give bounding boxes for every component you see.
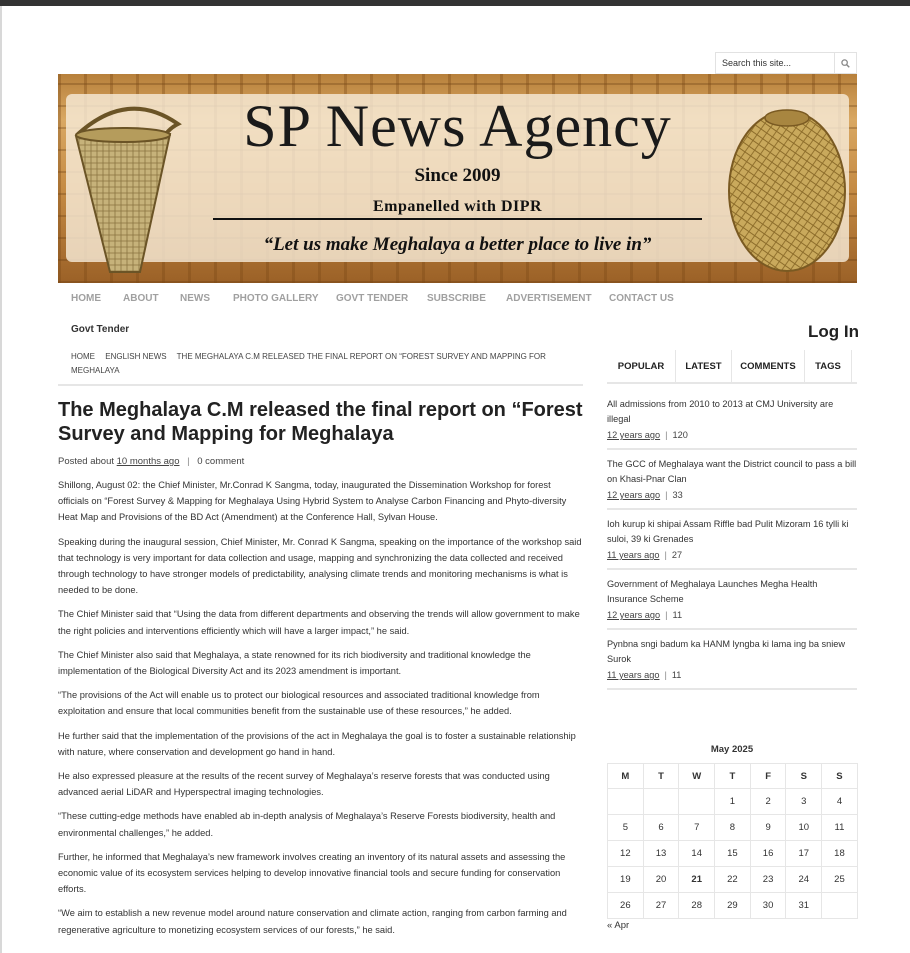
breadcrumb-current: THE MEGHALAYA C.M RELEASED THE FINAL REPORT ON “FOREST SURVEY AND MAPPING FOR MEGHALAYA: [71, 352, 546, 375]
site-motto: “Let us make Meghalaya a better place to live in”: [263, 234, 652, 255]
nav-govt-tender-secondary[interactable]: Govt Tender: [71, 324, 130, 335]
calendar-day: 24: [786, 867, 822, 893]
calendar-day: 22: [715, 867, 751, 893]
login-link[interactable]: Log In: [808, 322, 859, 341]
calendar-day: 13: [643, 841, 679, 867]
sidebar-tabs: [607, 350, 857, 384]
calendar-day: 17: [786, 841, 822, 867]
breadcrumb-home[interactable]: HOME: [71, 352, 95, 361]
post-comment-count: 120: [672, 430, 688, 440]
post-meta: 11 years ago | 11: [607, 670, 682, 680]
article-meta: [58, 456, 583, 467]
nav-about[interactable]: ABOUT: [123, 293, 159, 304]
nav-advertisement[interactable]: ADVERTISEMENT: [506, 293, 592, 304]
article-paragraph: He further said that the implementation of the provisions of the act in Meghalaya the goal is to foster a sustainable relationship with nature, where conservation and development go hand in hand.: [58, 730, 576, 757]
calendar-week-row: [608, 815, 858, 841]
nav-photo-gallery[interactable]: PHOTO GALLERY: [233, 293, 319, 304]
calendar-day: 5: [608, 815, 644, 841]
site-title: SP News Agency: [243, 93, 672, 159]
weekday-label: S: [822, 764, 858, 789]
calendar-day: 12: [608, 841, 644, 867]
calendar-week-row: [608, 893, 858, 919]
popular-post: [607, 570, 857, 630]
nav-govt-tender[interactable]: GOVT TENDER: [336, 293, 409, 304]
calendar: [607, 763, 858, 919]
calendar-week-row: [608, 867, 858, 893]
calendar-empty-cell: [608, 789, 644, 815]
post-comment-count: 27: [671, 550, 683, 560]
calendar-day: 15: [715, 841, 751, 867]
calendar-day: 21: [679, 867, 715, 893]
weekday-label: M: [608, 764, 644, 789]
calendar-empty-cell: [643, 789, 679, 815]
calendar-day: 27: [643, 893, 679, 919]
calendar-day: 29: [715, 893, 751, 919]
post-comment-count: 11: [672, 610, 683, 620]
article-paragraph: “We aim to establish a new revenue model around nature conservation and climate action, ranging from carbon farming and regenerative agriculture to monetizing ecosystem services of our forests,” he said.: [58, 908, 567, 935]
popular-post: [607, 510, 857, 570]
weekday-label: F: [750, 764, 786, 789]
calendar-day: 28: [679, 893, 715, 919]
nav-home[interactable]: HOME: [71, 293, 101, 304]
post-comment-count: 33: [672, 490, 683, 500]
since-text: Since 2009: [414, 165, 501, 186]
banner-divider: [213, 218, 702, 220]
calendar-day: 23: [750, 867, 786, 893]
comment-count-link[interactable]: 0 comment: [197, 456, 245, 467]
calendar-day: 3: [786, 789, 822, 815]
calendar-day: 4: [822, 789, 858, 815]
calendar-day: 30: [750, 893, 786, 919]
page-edge: [0, 6, 2, 953]
post-time[interactable]: 12 years ago: [607, 610, 661, 620]
article-paragraph: “The provisions of the Act will enable us to protect our biological resources and associated traditional knowledge from exploitation and ensure that local communities benefit from the sustainable use of these resources,” he added.: [58, 690, 540, 717]
calendar-prev-month-link[interactable]: « Apr: [607, 920, 630, 931]
nav-contact-us[interactable]: CONTACT US: [609, 293, 674, 304]
calendar-week-row: [608, 841, 858, 867]
article-paragraph: He also expressed pleasure at the results of the recent survey of Meghalaya’s reserve forests that was conducted using advanced aerial LiDAR and Hyperspectral imaging technologies.: [58, 771, 550, 798]
calendar-day: 9: [750, 815, 786, 841]
calendar-day: 20: [643, 867, 679, 893]
post-title-link[interactable]: Ioh kurup ki shipai Assam Riffle bad Pulit Mizoram 16 tylli ki suloi, 39 ki Grenades: [607, 519, 849, 544]
calendar-day: 2: [750, 789, 786, 815]
calendar-week-row: [608, 789, 858, 815]
article-title: The Meghalaya C.M released the final report on “Forest Survey and Mapping for Meghalaya: [58, 399, 583, 445]
post-title-link[interactable]: All admissions from 2010 to 2013 at CMJ University are illegal: [607, 399, 834, 424]
post-comment-count: 11: [671, 670, 682, 680]
post-time[interactable]: 12 years ago: [607, 490, 661, 500]
weekday-label: W: [679, 764, 715, 789]
tab-popular[interactable]: POPULAR: [607, 350, 676, 384]
popular-post: [607, 630, 857, 690]
search-icon: [841, 59, 850, 68]
article-paragraph: The Chief Minister said that “Using the data from different departments and observing the trends will allow government to make the right policies and interventions efficiently which will have a larger impact,” he said.: [58, 609, 580, 636]
calendar-day: 7: [679, 815, 715, 841]
search-box: [715, 52, 857, 74]
tab-latest[interactable]: LATEST: [676, 350, 732, 384]
calendar-day: 11: [822, 815, 858, 841]
calendar-day: 8: [715, 815, 751, 841]
breadcrumb: [58, 346, 583, 386]
empanelled-text: Empanelled with DIPR: [372, 198, 543, 215]
site-banner[interactable]: [58, 74, 857, 283]
article-paragraph: Speaking during the inaugural session, Chief Minister, Mr. Conrad K Sangma, speaking on the importance of the workshop said that technology is very important for data collection and usage, mapping and synchronizing the data collected and received through technology to have stronger models of predictability, analysing climate trends and monitoring mechanisms is what is needed to be done.: [58, 536, 582, 596]
tab-comments[interactable]: COMMENTS: [732, 350, 805, 384]
post-meta: 11 years ago | 27: [607, 550, 683, 560]
weekday-label: T: [715, 764, 751, 789]
post-meta: 12 years ago | 11: [607, 610, 683, 620]
calendar-body: [608, 789, 858, 919]
posted-time-link[interactable]: 10 months ago: [116, 456, 180, 467]
search-input[interactable]: [716, 53, 834, 73]
calendar-month: May 2025: [710, 744, 754, 755]
calendar-day: 10: [786, 815, 822, 841]
calendar-day: 19: [608, 867, 644, 893]
calendar-day: 26: [608, 893, 644, 919]
post-time[interactable]: 11 years ago: [607, 670, 660, 680]
article-paragraph: The Chief Minister also said that Meghalaya, a state renowned for its rich biodiversity and traditional knowledge the implementation of the Biological Diversity Act and its 2023 amendment is important.: [58, 649, 531, 677]
article-paragraph: Shillong, August 02: the Chief Minister, Mr.Conrad K Sangma, today, inaugurated the Dissemination Workshop for forest officials on “Forest Survey & Mapping for Meghalaya Using Hybrid System to Analyse Carbon Financing and Phyto-diversity Heat Map and Provisions of the BD Act (Amendment) at the Conference Hall, Sylvan House.: [58, 480, 567, 523]
tab-tags[interactable]: TAGS: [805, 350, 852, 384]
post-meta: 12 years ago | 120: [607, 430, 688, 440]
popular-post: [607, 450, 857, 510]
calendar-day: 16: [750, 841, 786, 867]
calendar-day: 6: [643, 815, 679, 841]
nav-subscribe[interactable]: SUBSCRIBE: [427, 293, 486, 304]
post-time[interactable]: 11 years ago: [607, 550, 660, 560]
article: [58, 398, 583, 938]
calendar-empty-cell: [822, 893, 858, 919]
calendar-day: 14: [679, 841, 715, 867]
weekday-label: T: [643, 764, 679, 789]
search-button[interactable]: [834, 53, 856, 73]
calendar-day: 1: [715, 789, 751, 815]
popular-post: [607, 390, 857, 450]
nav-news[interactable]: NEWS: [180, 293, 210, 304]
meta-separator: |: [187, 456, 190, 467]
breadcrumb-english-news[interactable]: ENGLISH NEWS: [105, 352, 167, 361]
calendar-day: 18: [822, 841, 858, 867]
calendar-day: 31: [786, 893, 822, 919]
post-title-link[interactable]: Government of Meghalaya Launches Megha Health Insurance Scheme: [607, 579, 818, 604]
calendar-header-row: [608, 764, 858, 789]
article-paragraph: Further, he informed that Meghalaya’s new framework involves creating an inventory of its natural assets and assessing the economic value of its ecosystem services helping to develop innovative financial tools and secure funding for conservation efforts.: [58, 851, 566, 895]
popular-posts-list: [607, 390, 857, 690]
calendar-day: 25: [822, 867, 858, 893]
top-bar: [0, 0, 910, 6]
post-time[interactable]: 12 years ago: [607, 430, 661, 440]
article-body: [58, 477, 583, 938]
posted-prefix: Posted about: [58, 456, 114, 467]
post-title-link[interactable]: Pynbna sngi badum ka HANM lyngba ki lama ing ba sniew Surok: [607, 639, 845, 664]
post-meta: 12 years ago | 33: [607, 490, 683, 500]
article-paragraph: “These cutting-edge methods have enabled ab in-depth analysis of Meghalaya’s Reserve Forests biodiversity, health and environmental challenges,” he added.: [58, 811, 556, 838]
weekday-label: S: [786, 764, 822, 789]
post-title-link[interactable]: The GCC of Meghalaya want the District council to pass a bill on Khasi-Pnar Clan: [607, 459, 857, 484]
calendar-empty-cell: [679, 789, 715, 815]
